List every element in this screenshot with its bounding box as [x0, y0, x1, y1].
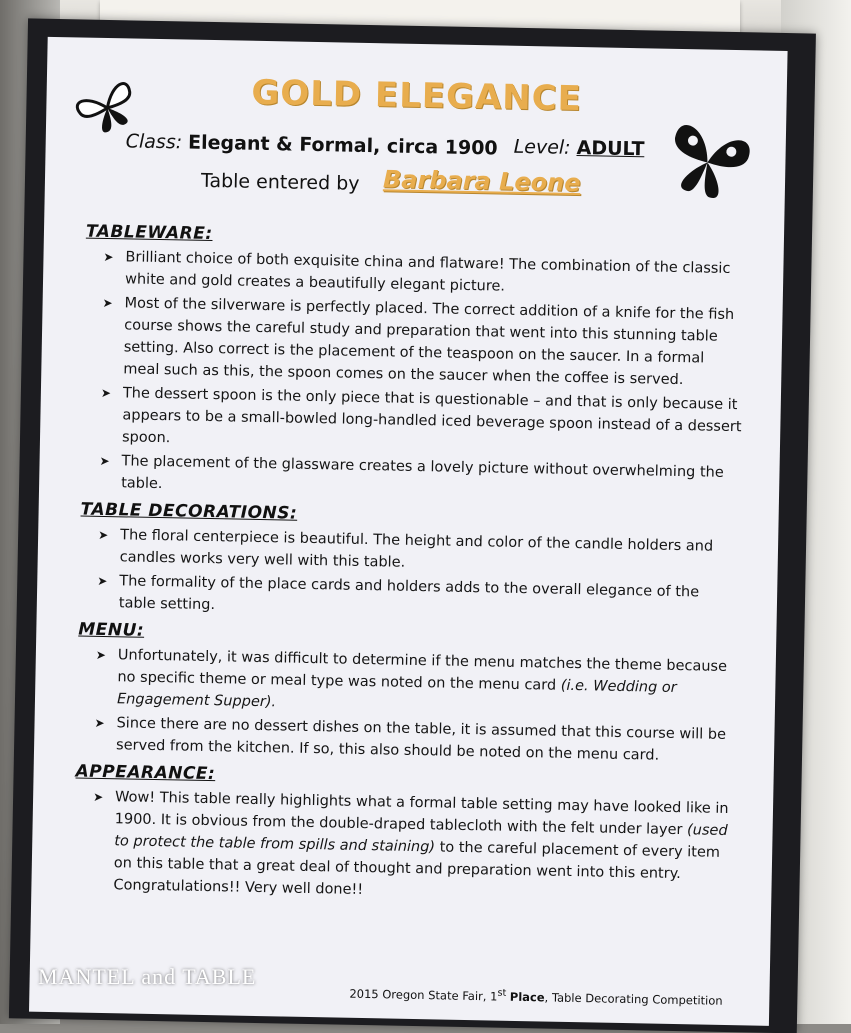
entered-by-label: Table entered by	[200, 169, 360, 195]
item-text: The formality of the place cards and holders adds to the overall elegance of the table setting.	[118, 573, 700, 614]
level-line	[513, 136, 644, 161]
arrow-bullet-icon: ➤	[102, 295, 113, 311]
butterfly-icon	[657, 117, 759, 209]
item-text: to the careful placement of every item on this table that a great deal of thought and preparation went into this entry. Congratulations!! Very well done!!	[113, 839, 721, 899]
item-text: Most of the silverware is perfectly placed. The correct addition of a knife for the fish course shows the careful study and preparation that went into this stunning table setting. Also correct is the placement of the teaspoon on the saucer. In a formal meal such as this, the spoon comes on the saucer when the coffee is served.	[123, 295, 735, 389]
footer-sup: st	[497, 987, 507, 999]
item-text: Since there are no dessert dishes on the table, it is assumed that this course will be served from the kitchen. If so, this also should be noted on the menu card.	[115, 715, 727, 764]
section-heading-appearance: APPEARANCE:	[75, 761, 216, 785]
footer-credit	[349, 985, 723, 1008]
judging-sections	[73, 216, 746, 911]
arrow-bullet-icon: ➤	[94, 715, 105, 731]
section-heading-table-decorations: TABLE DECORATIONS:	[80, 499, 298, 524]
list-item	[73, 785, 735, 908]
level-value: ADULT	[576, 136, 645, 161]
item-text: The placement of the glassware creates a lovely picture without overwhelming the table.	[121, 453, 724, 493]
item-text: The floral centerpiece is beautiful. The height and color of the candle holders and candles works very well with this table.	[119, 527, 714, 571]
arrow-bullet-icon: ➤	[99, 453, 110, 469]
watermark-logo: MANTEL and TABLE	[38, 964, 257, 989]
page-title: GOLD ELEGANCE	[251, 72, 583, 120]
item-text: Brilliant choice of both exquisite china and flatware! The combination of the classic white and gold creates a beautifully elegant picture.	[124, 249, 731, 295]
section-heading-tableware: TABLEWARE:	[85, 221, 213, 245]
footer-suffix: , Table Decorating Competition	[544, 990, 723, 1008]
level-label: Level:	[513, 135, 571, 159]
class-label: Class:	[125, 130, 183, 154]
judging-card	[29, 37, 788, 1026]
list-item	[77, 644, 738, 723]
item-text: The dessert spoon is the only piece that is questionable – and that is only because it appears to be a small-bowled long-handled iced beverage spoon instead of a dessert spoon.	[121, 385, 742, 447]
footer-prefix: 2015 Oregon State Fair, 1	[349, 986, 498, 1004]
footer-place: Place	[509, 989, 545, 1005]
arrow-bullet-icon: ➤	[93, 789, 104, 805]
entrant-name: Barbara Leone	[382, 165, 581, 198]
appearance-note: (used to protect the table from spills and staining)	[114, 822, 728, 856]
class-value: Elegant & Formal, circa 1900	[187, 131, 498, 160]
item-text: Wow! This table really highlights what a formal table setting may have looked like in 1900. It is obvious from the double-draped tablecloth with the felt under layer	[114, 789, 729, 839]
sign-frame	[9, 18, 816, 1033]
list-item	[82, 382, 743, 461]
arrow-bullet-icon: ➤	[103, 249, 114, 265]
list-item	[83, 292, 745, 393]
menu-note: (i.e. Wedding or Engagement Supper).	[116, 677, 677, 711]
arrow-bullet-icon: ➤	[95, 647, 107, 663]
class-line	[126, 130, 498, 159]
arrow-bullet-icon: ➤	[97, 573, 108, 589]
arrow-bullet-icon: ➤	[100, 385, 112, 401]
item-text: Unfortunately, it was difficult to determine if the menu matches the theme because no specific theme or meal type was noted on the menu card	[117, 647, 728, 694]
section-heading-menu: MENU:	[78, 619, 145, 641]
arrow-bullet-icon: ➤	[98, 527, 109, 543]
